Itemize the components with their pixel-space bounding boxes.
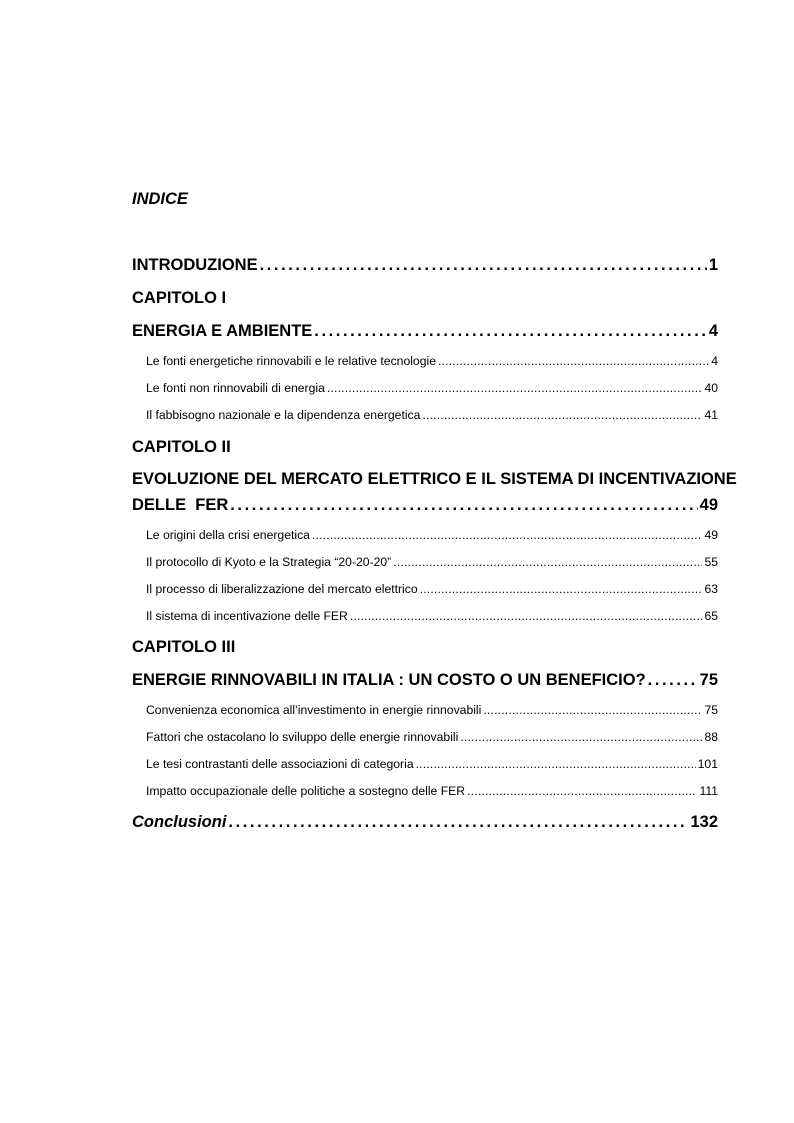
- toc-entry-label: Convenienza economica all’investimento in energie rinnovabili: [146, 703, 482, 717]
- toc-leader: [438, 354, 709, 368]
- toc-entry-chapter-2-line1[interactable]: EVOLUZIONE DEL MERCATO ELETTRICO E IL SISTEMA DI INCENTIVAZIONE: [132, 470, 737, 488]
- toc-leader: [420, 582, 703, 596]
- toc-entry-page: 1: [708, 256, 718, 274]
- toc-entry-label: ENERGIE RINNOVABILI IN ITALIA : UN COSTO O UN BENEFICIO?: [132, 671, 646, 689]
- toc-entry-chapter-1[interactable]: [132, 322, 718, 341]
- toc-entry-page: 65: [704, 609, 718, 623]
- toc-entry-label: Il fabbisogno nazionale e la dipendenza energetica: [146, 408, 421, 422]
- toc-entry-section[interactable]: [132, 703, 718, 717]
- toc-leader: [230, 496, 697, 515]
- toc-entry-section[interactable]: [132, 582, 718, 596]
- toc-entry-page: 75: [704, 703, 718, 717]
- toc-entry-chapter-2[interactable]: [132, 496, 718, 515]
- toc-entry-page: 4: [708, 322, 718, 340]
- toc-entry-section[interactable]: [132, 784, 718, 798]
- toc-leader: [483, 703, 702, 717]
- toc-entry-label: Le origini della crisi energetica: [146, 528, 310, 542]
- toc-entry-label: Fattori che ostacolano lo sviluppo delle energie rinnovabili: [146, 730, 459, 744]
- toc-entry-page: 41: [704, 408, 718, 422]
- chapter-label: CAPITOLO II: [132, 438, 231, 456]
- toc-entry-page: 63: [704, 582, 718, 596]
- toc-entry-page: 49: [704, 528, 718, 542]
- toc-entry-page: 88: [704, 730, 718, 744]
- toc-entry-section[interactable]: [132, 408, 718, 422]
- toc-leader: [260, 256, 707, 275]
- table-of-contents: [132, 0, 737, 1123]
- toc-leader: [312, 528, 702, 542]
- toc-entry-section[interactable]: [132, 528, 718, 542]
- toc-entry-label: ENERGIA E AMBIENTE: [132, 322, 313, 340]
- toc-entry-page: 40: [704, 381, 718, 395]
- toc-leader: [327, 381, 703, 395]
- toc-leader: [416, 757, 696, 771]
- toc-entry-chapter-3[interactable]: [132, 671, 718, 690]
- toc-leader: [422, 408, 702, 422]
- toc-entry-section[interactable]: [132, 555, 718, 569]
- toc-entry-label: Conclusioni: [132, 813, 227, 831]
- toc-entry-page: 132: [690, 813, 718, 831]
- toc-entry-label: DELLE FER: [132, 496, 229, 514]
- toc-entry-label: Impatto occupazionale delle politiche a sostegno delle FER: [146, 784, 466, 798]
- toc-leader: [314, 322, 707, 341]
- toc-entry-introduzione[interactable]: [132, 256, 718, 275]
- toc-leader: [648, 671, 698, 690]
- chapter-label: CAPITOLO I: [132, 289, 227, 307]
- toc-entry-label: Il processo di liberalizzazione del mercato elettrico: [146, 582, 418, 596]
- toc-leader: [460, 730, 702, 744]
- toc-entry-page: 101: [697, 757, 718, 771]
- toc-entry-section[interactable]: [132, 757, 718, 771]
- toc-entry-section[interactable]: [132, 354, 718, 368]
- toc-entry-page: 4: [711, 354, 718, 368]
- toc-entry-label: Le fonti energetiche rinnovabili e le relative tecnologie: [146, 354, 436, 368]
- toc-entry-label: Il sistema di incentivazione delle FER: [146, 609, 348, 623]
- toc-entry-label: Le fonti non rinnovabili di energia: [146, 381, 325, 395]
- toc-entry-page: 49: [699, 496, 718, 514]
- toc-entry-label: Le tesi contrastanti delle associazioni di categoria: [146, 757, 414, 771]
- toc-entry-label: Il protocollo di Kyoto e la Strategia “20-20-20”: [146, 555, 392, 569]
- toc-entry-page: 55: [704, 555, 718, 569]
- toc-entry-section[interactable]: [132, 609, 718, 623]
- toc-entry-section[interactable]: [132, 730, 718, 744]
- toc-entry-page: 111: [699, 784, 718, 798]
- toc-entry-label: INTRODUZIONE: [132, 256, 258, 274]
- toc-entry-page: 75: [699, 671, 718, 689]
- toc-leader: [467, 784, 697, 798]
- toc-leader: [228, 813, 688, 832]
- toc-entry-conclusioni[interactable]: [132, 813, 718, 832]
- toc-title: INDICE: [132, 190, 188, 208]
- toc-entry-section[interactable]: [132, 381, 718, 395]
- toc-leader: [350, 609, 703, 623]
- chapter-label: CAPITOLO III: [132, 638, 236, 656]
- toc-leader: [393, 555, 702, 569]
